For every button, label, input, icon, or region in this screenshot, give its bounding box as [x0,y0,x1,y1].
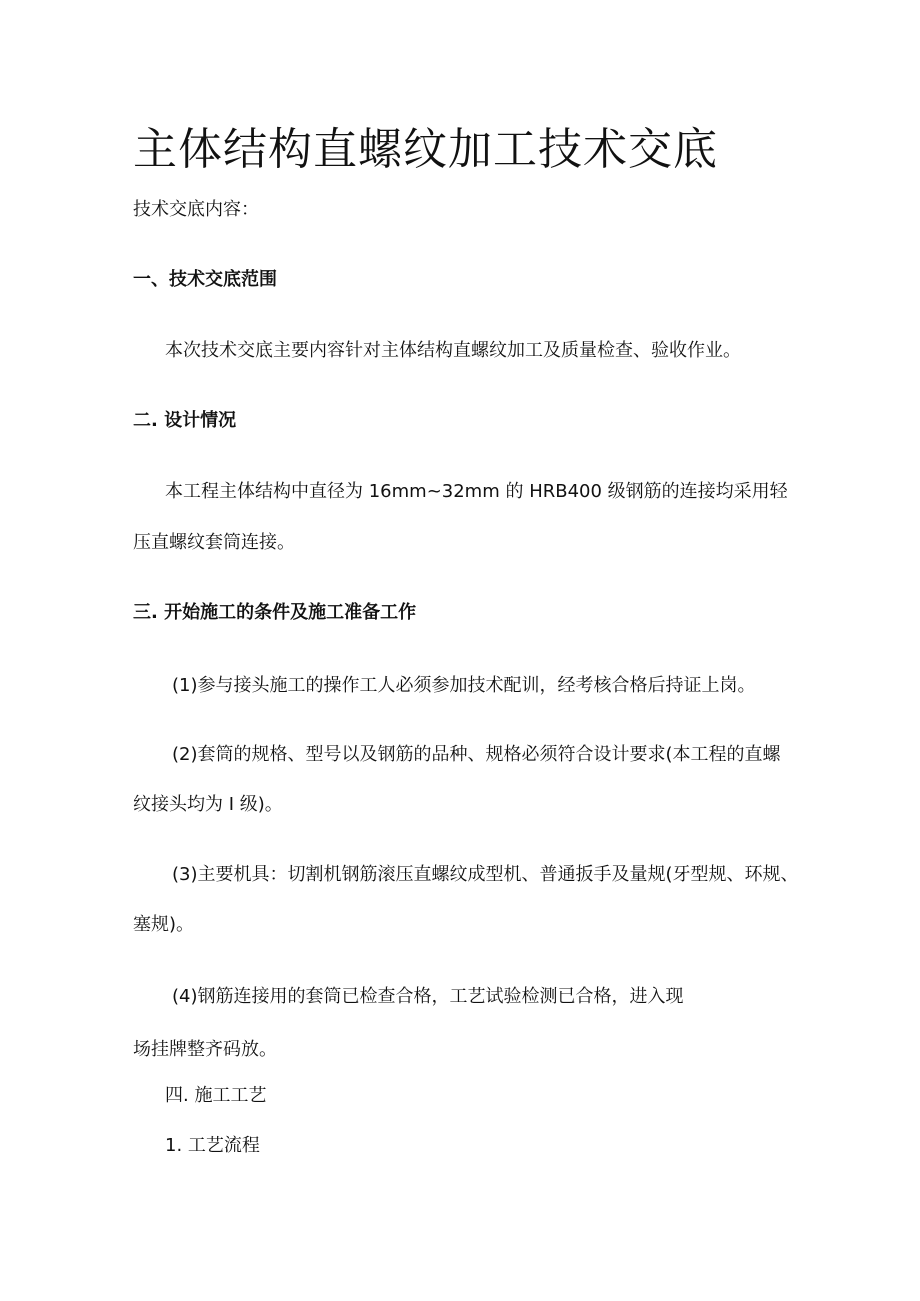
section-3-heading: 三. 开始施工的条件及施工准备工作 [133,602,417,623]
section-1-paragraph: 本次技术交底主要内容针对主体结构直螺纹加工及质量检查、验收作业。 [165,340,741,361]
section-1-heading: 一、技术交底范围 [133,269,277,290]
section-3-item-2-line-2: 纹接头均为 I 级)。 [133,794,283,815]
section-2-heading: 二. 设计情况 [133,410,237,431]
document-title: 主体结构直螺纹加工技术交底 [133,124,718,175]
section-2-paragraph-line-1: 本工程主体结构中直径为 16mm~32mm 的 HRB400 级钢筋的连接均采用轻 [165,481,788,502]
section-3-item-4-line-2: 场挂牌整齐码放。 [133,1039,277,1060]
intro-label: 技术交底内容： [133,199,259,220]
section-3-item-3-line-1: (3)主要机具：切割机钢筋滚压直螺纹成型机、普通扳手及量规(牙型规、环规、 [172,864,799,885]
section-3-item-2-line-1: (2)套筒的规格、型号以及钢筋的品种、规格必须符合设计要求(本工程的直螺 [172,744,781,765]
section-3-item-1: (1)参与接头施工的操作工人必须参加技术配训，经考核合格后持证上岗。 [172,675,756,696]
section-3-item-4-line-1: (4)钢筋连接用的套筒已检查合格，工艺试验检测已合格，进入现 [172,986,684,1007]
section-3-item-3-line-2: 塞规)。 [133,914,195,935]
section-2-paragraph-line-2: 压直螺纹套筒连接。 [133,532,295,553]
section-4-heading: 四. 施工工艺 [165,1085,267,1106]
section-4-subheading-1: 1. 工艺流程 [165,1135,260,1156]
